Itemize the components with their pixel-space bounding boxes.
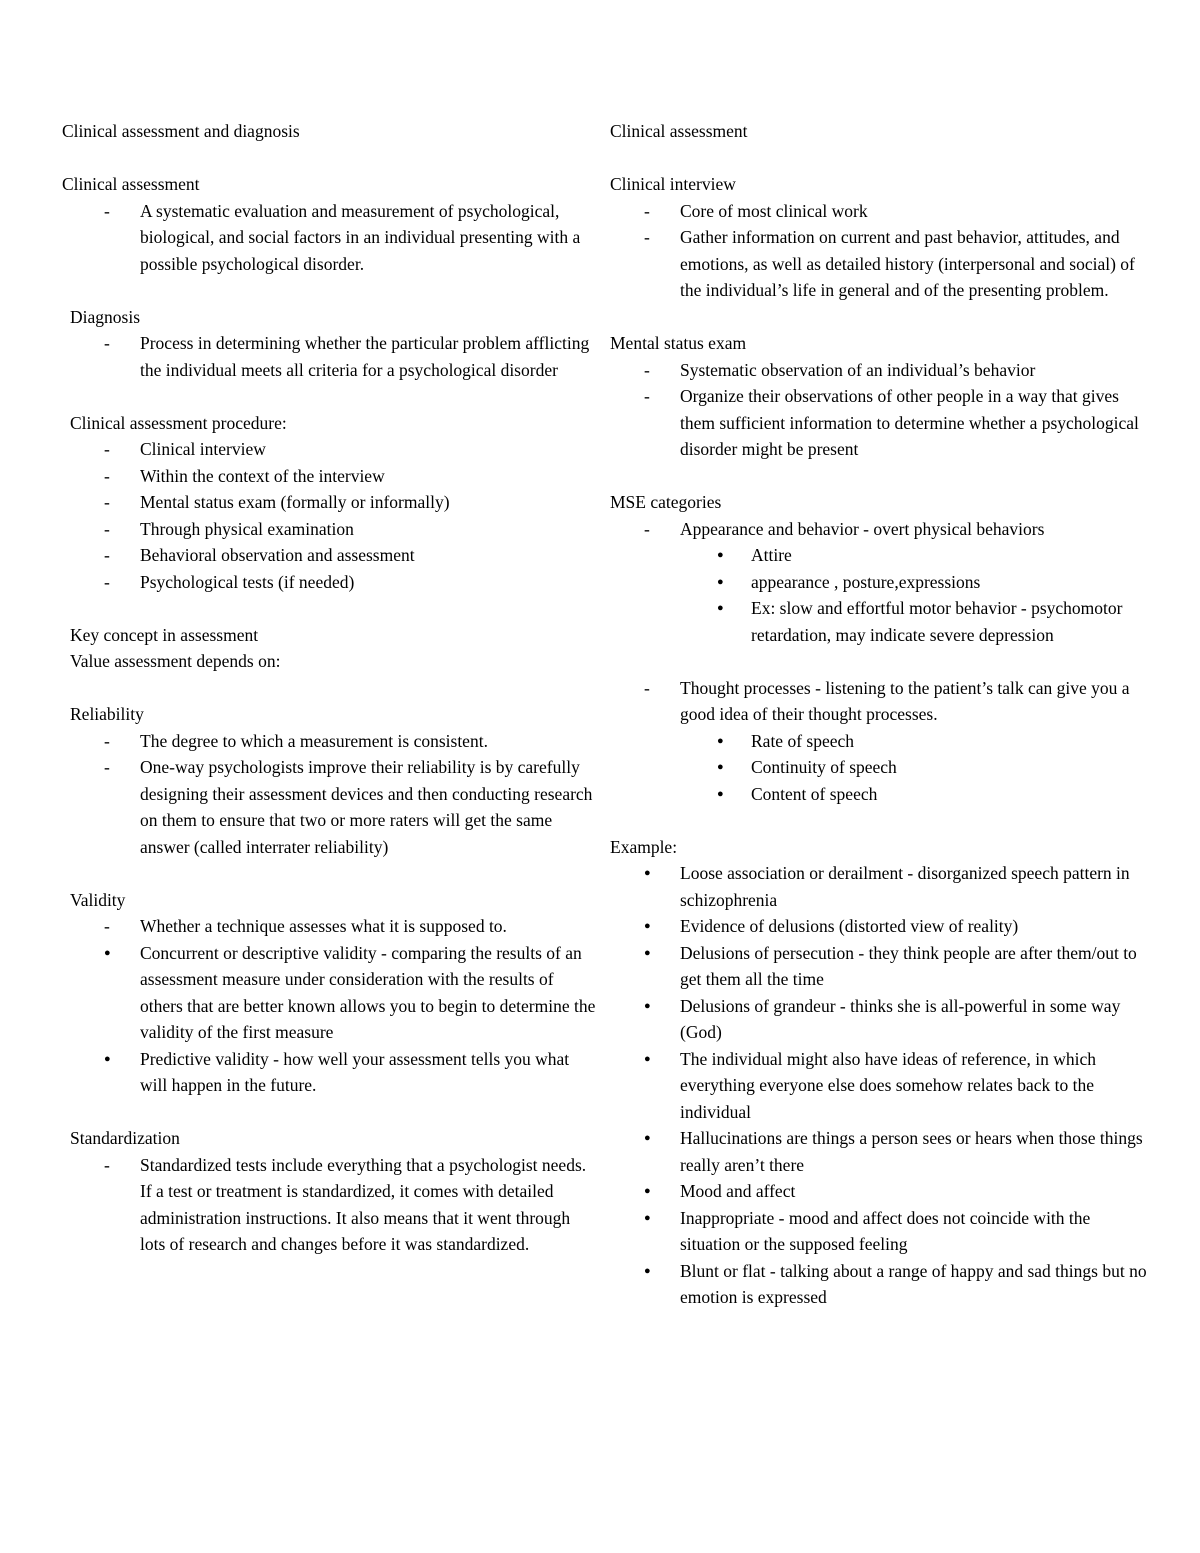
section-reliability bbox=[62, 701, 597, 860]
list-item: - One-way psychologists improve their reliability is by carefully designing their assessment devices and then conducting research on them to ensure that two or more raters will get the same answer (called interrater reliability) bbox=[140, 754, 597, 860]
section-subheading: Value assessment depends on: bbox=[70, 651, 281, 671]
section-validity bbox=[62, 887, 597, 1099]
section-procedure bbox=[62, 410, 597, 596]
list-item: - A systematic evaluation and measurement of psychological, biological, and social factors in an individual presenting with a possible psychological disorder. bbox=[140, 198, 597, 278]
list-item: ● appearance , posture,expressions bbox=[751, 569, 1150, 596]
category-label: Appearance and behavior - overt physical behaviors bbox=[680, 518, 1045, 539]
section-key-concept bbox=[62, 622, 597, 675]
list-item: ● Evidence of delusions (distorted view of reality) bbox=[680, 913, 1150, 940]
category-label: Thought processes - listening to the patient’s talk can give you a good idea of their thought processes. bbox=[680, 677, 1130, 724]
left-column bbox=[62, 118, 597, 1258]
list-item: ● Delusions of persecution - they think people are after them/out to get them all the time bbox=[680, 940, 1150, 993]
dash-list bbox=[610, 357, 1150, 463]
dash-list bbox=[70, 330, 597, 383]
section-standardization bbox=[62, 1125, 597, 1258]
section-heading: Mental status exam bbox=[610, 333, 747, 353]
list-item: - Organize their observations of other people in a way that gives them sufficient information to determine whether a psychological disorder might be present bbox=[680, 383, 1150, 463]
mixed-list bbox=[70, 913, 597, 1099]
section-mental-status-exam bbox=[610, 330, 1150, 463]
list-item bbox=[680, 675, 1150, 808]
list-item: - Gather information on current and past behavior, attitudes, and emotions, as well as detailed history (interpersonal and social) of the individual’s life in general and of the presenting problem. bbox=[680, 224, 1150, 304]
section-example bbox=[610, 834, 1150, 1311]
bullet-list bbox=[680, 728, 1150, 808]
list-item: ● Inappropriate - mood and affect does not coincide with the situation or the supposed feeling bbox=[680, 1205, 1150, 1258]
list-item: - The degree to which a measurement is consistent. bbox=[140, 728, 597, 755]
list-item: ● Loose association or derailment - disorganized speech pattern in schizophrenia bbox=[680, 860, 1150, 913]
list-item: - Systematic observation of an individual’s behavior bbox=[680, 357, 1150, 384]
list-item: ● The individual might also have ideas of reference, in which everything everyone else does somehow relates back to the individual bbox=[680, 1046, 1150, 1126]
dash-list bbox=[70, 1152, 597, 1258]
right-column bbox=[610, 118, 1150, 1311]
section-heading: MSE categories bbox=[610, 492, 722, 512]
dash-list bbox=[70, 436, 597, 595]
list-item: - Clinical interview bbox=[140, 436, 597, 463]
section-diagnosis bbox=[62, 304, 597, 384]
section-heading: Reliability bbox=[70, 704, 144, 724]
list-item: - Through physical examination bbox=[140, 516, 597, 543]
section-heading: Validity bbox=[70, 889, 126, 910]
spacer bbox=[680, 648, 1150, 675]
section-mse-categories bbox=[610, 489, 1150, 807]
list-item: ● Continuity of speech bbox=[751, 754, 1150, 781]
list-item: - Standardized tests include everything that a psychologist needs. If a test or treatment is standardized, it comes with detailed administration instructions. It also means that it went through lots of research and changes before it was standardized. bbox=[140, 1152, 597, 1258]
section-heading: Clinical interview bbox=[610, 174, 736, 194]
list-item: ● Concurrent or descriptive validity - comparing the results of an assessment measure under consideration with the results of others that are better known allows you to begin to determine the validity of the first measure bbox=[140, 940, 597, 1046]
list-item: - Within the context of the interview bbox=[140, 463, 597, 490]
list-item: ● Hallucinations are things a person sees or hears when those things really aren’t there bbox=[680, 1125, 1150, 1178]
dash-list bbox=[610, 198, 1150, 304]
list-item: ● Mood and affect bbox=[680, 1178, 1150, 1205]
page-title: Clinical assessment and diagnosis bbox=[62, 121, 300, 141]
section-heading: Diagnosis bbox=[70, 306, 140, 327]
section-clinical-interview bbox=[610, 171, 1150, 304]
dash-list bbox=[62, 198, 597, 278]
section-heading: Clinical assessment bbox=[62, 174, 200, 194]
section-clinical-assessment bbox=[62, 171, 597, 277]
list-item: - Whether a technique assesses what it is supposed to. bbox=[140, 913, 597, 940]
column-title: Clinical assessment bbox=[610, 121, 748, 141]
list-item: ● Delusions of grandeur - thinks she is all-powerful in some way (God) bbox=[680, 993, 1150, 1046]
list-item: - Process in determining whether the particular problem afflicting the individual meets all criteria for a psychological disorder bbox=[140, 330, 597, 383]
dash-list bbox=[70, 728, 597, 861]
list-item: - Psychological tests (if needed) bbox=[140, 569, 597, 596]
bullet-list bbox=[680, 542, 1150, 648]
list-item bbox=[680, 516, 1150, 675]
bullet-list bbox=[610, 860, 1150, 1311]
list-item: - Mental status exam (formally or informally) bbox=[140, 489, 597, 516]
list-item: - Behavioral observation and assessment bbox=[140, 542, 597, 569]
section-heading: Example: bbox=[610, 836, 678, 857]
list-item: ● Content of speech bbox=[751, 781, 1150, 808]
dash-list bbox=[610, 516, 1150, 808]
list-item: ● Predictive validity - how well your assessment tells you what will happen in the future. bbox=[140, 1046, 597, 1099]
list-item: ● Attire bbox=[751, 542, 1150, 569]
list-item: ● Blunt or flat - talking about a range of happy and sad things but no emotion is expressed bbox=[680, 1258, 1150, 1311]
section-heading: Standardization bbox=[70, 1128, 180, 1148]
section-heading: Clinical assessment procedure: bbox=[70, 412, 287, 433]
list-item: ● Rate of speech bbox=[751, 728, 1150, 755]
section-heading: Key concept in assessment bbox=[70, 624, 259, 645]
list-item: - Core of most clinical work bbox=[680, 198, 1150, 225]
list-item: ● Ex: slow and effortful motor behavior - psychomotor retardation, may indicate severe depression bbox=[751, 595, 1150, 648]
